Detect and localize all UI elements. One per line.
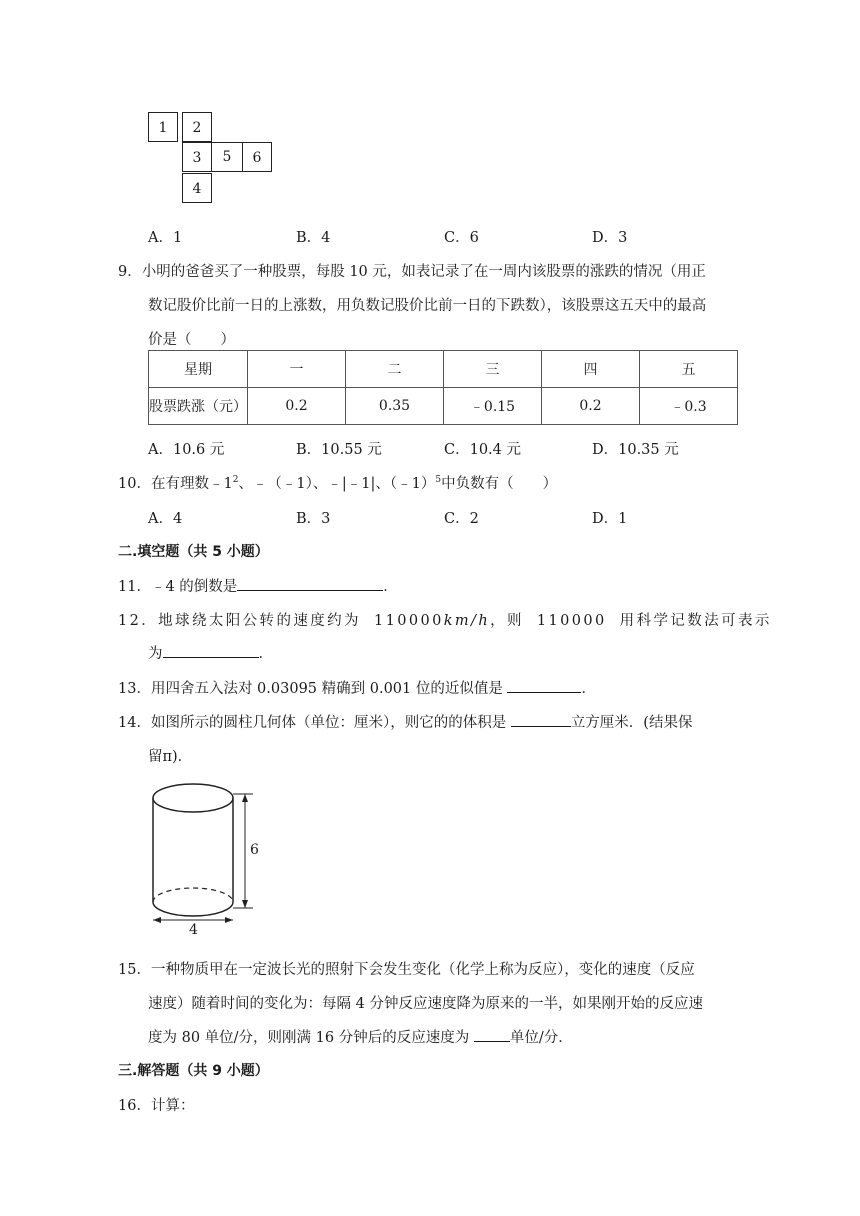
q10-option-d: D．1	[592, 511, 628, 527]
answer-blank	[163, 643, 259, 658]
q13	[118, 677, 596, 698]
q15-line-2: 速度）随着时间的变化为：每隔 4 分钟反应速度降为原来的一半，如果刚开始的反应速	[148, 996, 703, 1012]
cylinder-height-label: 6	[250, 842, 259, 858]
table-cell: 五	[640, 351, 738, 388]
q9-line-3: 价是（ ）	[148, 332, 235, 348]
q9-line-2: 数记股价比前一日的上涨数，用负数记股价比前一日的下跌数），该股票这五天中的最高	[148, 298, 707, 314]
q8-option-d: D．3	[592, 230, 628, 246]
q10-option-a: A．4	[148, 511, 183, 527]
table-cell: 股票跌涨（元）	[149, 388, 248, 425]
q8-option-c: C．6	[444, 230, 479, 246]
q15-line-1: 15．一种物质甲在一定波长光的照射下会发生变化（化学上称为反应），变化的速度（反应	[118, 962, 695, 978]
section-heading-solve: 三.解答题（共 9 小题）	[118, 1063, 269, 1079]
cylinder-svg	[145, 780, 270, 940]
q15-text-a: 度为 80 单位/分，则刚满 16 分钟后的反应速度为	[148, 1030, 470, 1046]
q16: 16．计算：	[118, 1098, 195, 1114]
table-cell: 二	[346, 351, 444, 388]
q14-text-b: 立方厘米．(结果保	[570, 715, 693, 731]
q9-option-a: A．10.6 元	[148, 442, 225, 458]
net-cell: 4	[182, 173, 212, 203]
q10-option-c: C．2	[444, 511, 479, 527]
net-cell: 6	[242, 142, 272, 172]
q12-end: ．	[258, 646, 273, 662]
table-cell: 一	[248, 351, 346, 388]
q9-option-d: D．10.35 元	[592, 442, 679, 458]
q15-line-3	[148, 1026, 573, 1047]
table-row	[149, 351, 738, 388]
q12-line-2	[148, 642, 273, 663]
q9-option-c: C．10.4 元	[444, 442, 521, 458]
table-cell: 0.2	[248, 388, 346, 425]
table-cell: 0.35	[346, 388, 444, 425]
table-cell: 0.2	[542, 388, 640, 425]
q10-middle: 、﹣（﹣1）、﹣|﹣1|、（﹣1）	[238, 476, 436, 492]
q8-option-a: A．1	[148, 230, 183, 246]
section-heading-fill-in: 二.填空题（共 5 小题）	[118, 544, 269, 560]
q14-line-2: 留π)．	[148, 749, 193, 765]
table-cell: ﹣0.3	[640, 388, 738, 425]
answer-blank	[507, 678, 581, 693]
q10-option-b: B．3	[296, 511, 331, 527]
q9-line-1: 9．小明的爸爸买了一种股票，每股 10 元，如表记录了在一周内该股票的涨跌的情况（用正	[118, 264, 706, 280]
table-row	[149, 388, 738, 425]
cylinder-diameter-label: 4	[189, 922, 198, 938]
net-cell: 2	[182, 112, 212, 142]
table-cell: 四	[542, 351, 640, 388]
q13-end: ．	[581, 681, 596, 697]
q14-text-a: 14．如图所示的圆柱几何体（单位：厘米），则它的的体积是	[118, 715, 507, 731]
q14-line-1	[118, 711, 692, 732]
q12-text-b: ，则 110000 用科学记数法可表示	[490, 613, 772, 629]
q13-text: 13．用四舍五入法对 0.03095 精确到 0.001 位的近似值是	[118, 681, 503, 697]
q12-unit: km/h	[443, 613, 491, 629]
q11-end: ．	[383, 579, 398, 595]
net-divider	[212, 142, 242, 172]
q12-line-1	[118, 609, 772, 630]
table-cell: 三	[444, 351, 542, 388]
net-cell: 3	[182, 142, 212, 172]
cylinder-figure	[145, 780, 270, 940]
q8-option-b: B．4	[296, 230, 331, 246]
table-cell: 星期	[149, 351, 248, 388]
q9-option-b: B．10.55 元	[296, 442, 382, 458]
q12-text-c: 为	[148, 646, 163, 662]
q11	[118, 575, 398, 596]
answer-blank	[474, 1027, 510, 1042]
q10-suffix: 中负数有（ ）	[441, 476, 558, 492]
answer-blank	[511, 712, 571, 727]
table-cell: ﹣0.15	[444, 388, 542, 425]
q15-text-b: 单位/分．	[509, 1030, 573, 1046]
net-cell: 1	[148, 112, 178, 142]
q10-stem	[118, 472, 557, 493]
q10-exponent-1: 2	[232, 475, 239, 486]
q10-exponent-2: 5	[435, 475, 442, 486]
net-cell: 5	[222, 149, 232, 165]
q10-prefix: 10．在有理数﹣1	[118, 476, 233, 492]
q11-text: 11．﹣4 的倒数是	[118, 579, 238, 595]
stock-table	[148, 350, 738, 425]
answer-blank	[237, 576, 383, 591]
q12-text-a: 12．地球绕太阳公转的速度约为 110000	[118, 613, 444, 629]
